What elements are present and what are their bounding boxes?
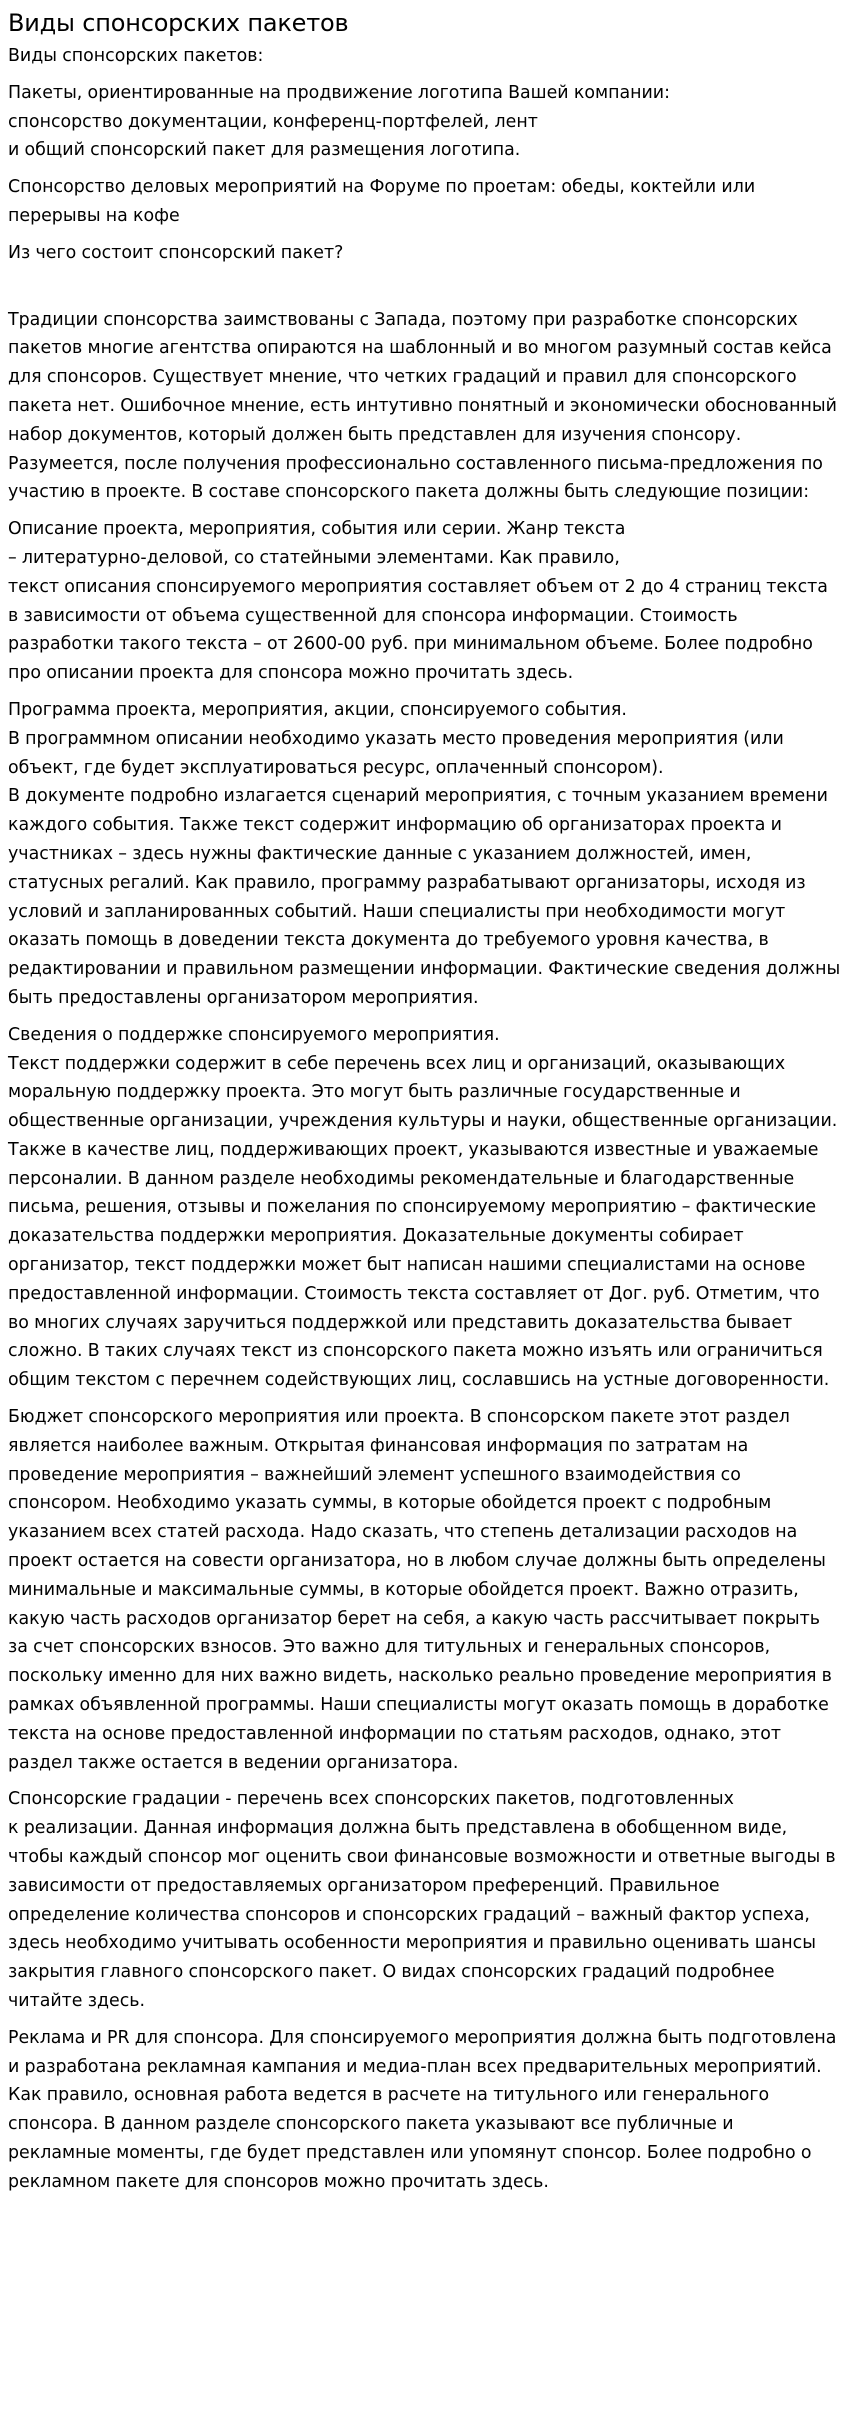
paragraph-program: Программа проекта, мероприятия, акции, спонсируемого события. В программном описании необходимо указать место проведения мероприятия (или объект, где будет эксплуатироваться ресурс, оплаченный спонсором). В документе подробно излагается сценарий мероприятия, с точным указанием времени каждого события. Также текст содержит информацию об организаторах проекта и участниках – здесь нужны фактические данные с указанием должностей, имен, статусных регалий. Как правило, программу разрабатывают организаторы, исходя из условий и запланированных событий. Наши специалисты при необходимости могут оказать помощь в доведении текста документа до требуемого уровня качества, в редактировании и правильном размещении информации. Фактические сведения должны быть предоставлены организатором мероприятия. xyxy=(8,699,841,1008)
paragraph-event-sponsorship: Спонсорство деловых мероприятий на Форуме по проетам: обеды, коктейли или перерывы на кофе xyxy=(8,177,756,226)
paragraph-intro: Виды спонсорских пакетов: xyxy=(8,46,264,66)
paragraph-support: Сведения о поддержке спонсируемого мероприятия. Текст поддержки содержит в себе перечень всех лиц и организаций, оказывающих моральную поддержку проекта. Это могут быть различные государственные и общественные организации, учреждения культуры и науки, общественные организации. Также в качестве лиц, поддерживающих проект, указываются известные и уважаемые персоналии. В данном разделе необходимы рекомендательные и благодарственные письма, решения, отзывы и пожелания по спонсируемому мероприятию – фактические доказательства поддержки мероприятия. Доказательные документы собирает организатор, текст поддержки может быт написан нашими специалистами на основе предоставленной информации. Стоимость текста составляет от Дог. руб. Отметим, что во многих случаях заручиться поддержкой или представить доказательства бывает сложно. В таких случаях текст из спонсорского пакета можно изъять или ограничиться общим текстом с перечнем содействующих лиц, сославшись на устные договоренности. xyxy=(8,1024,838,1391)
paragraph-description: Описание проекта, мероприятия, события или серии. Жанр текста – литературно-деловой, со статейными элементами. Как правило, текст описания спонсируемого мероприятия составляет объем от 2 до 4 страниц текста в зависимости от объема существенной для спонсора информации. Стоимость разработки такого текста – от 2600-00 руб. при минимальном объеме. Более подробно про описании проекта для спонсора можно прочитать здесь. xyxy=(8,519,828,684)
blank-line xyxy=(8,276,841,306)
article-body xyxy=(8,42,841,2197)
paragraph-traditions: Традиции спонсорства заимствованы с Запада, поэтому при разработке спонсорских пакетов многие агентства опираются на шаблонный и во многом разумный состав кейса для спонсоров. Существует мнение, что четких градаций и правил для спонсорского пакета нет. Ошибочное мнение, есть интутивно понятный и экономически обоснованный набор документов, который должен быть представлен для изучения спонсору. Разумеется, после получения профессионально составленного письма-предложения по участию в проекте. В составе спонсорского пакета должны быть следующие позиции: xyxy=(8,309,837,503)
paragraph-gradations: Спонсорские градации - перечень всех спонсорских пакетов, подготовленных к реализации. Данная информация должна быть представлена в обобщенном виде, чтобы каждый спонсор мог оценить свои финансовые возможности и ответные выгоды в зависимости от предоставляемых организатором преференций. Правильное определение количества спонсоров и спонсорских градаций – важный фактор успеха, здесь необходимо учитывать особенности мероприятия и правильно оценивать шансы закрытия главного спонсорского пакет. О видах спонсорских градаций подробнее читайте здесь. xyxy=(8,1789,836,2011)
page-title: Виды спонсорских пакетов xyxy=(8,9,349,37)
paragraph-logo-packages: Пакеты, ориентированные на продвижение логотипа Вашей компании: спонсорство документации, конференц-портфелей, лент и общий спонсорский пакет для размещения логотипа. xyxy=(8,82,670,161)
paragraph-advertising: Реклама и PR для спонсора. Для спонсируемого мероприятия должна быть подготовлена и разработана рекламная кампания и медиа-план всех предварительных мероприятий. Как правило, основная работа ведется в расчете на титульного или генерального спонсора. В данном разделе спонсорского пакета указывают все публичные и рекламные моменты, где будет представлен или упомянут спонсор. Более подробно о рекламном пакете для спонсоров можно прочитать здесь. xyxy=(8,2027,837,2192)
paragraph-question: Из чего состоит спонсорский пакет? xyxy=(8,242,344,263)
paragraph-budget: Бюджет спонсорского мероприятия или проекта. В спонсорском пакете этот раздел является наиболее важным. Открытая финансовая информация по затратам на проведение мероприятия – важнейший элемент успешного взаимодействия со спонсором. Необходимо указать суммы, в которые обойдется проект с подробным указанием всех статей расхода. Надо сказать, что степень детализации расходов на проект остается на совести организатора, но в любом случае должны быть определены минимальные и максимальные суммы, в которые обойдется проект. Важно отразить, какую часть расходов организатор берет на себя, а какую часть рассчитывает покрыть за счет спонсорских взносов. Это важно для титульных и генеральных спонсоров, поскольку именно для них важно видеть, насколько реально проведение мероприятия в рамках объявленной программы. Наши специалисты могут оказать помощь в доработке текста на основе предоставленной информации по статьям расходов, однако, этот раздел также остается в ведении организатора. xyxy=(8,1407,832,1773)
